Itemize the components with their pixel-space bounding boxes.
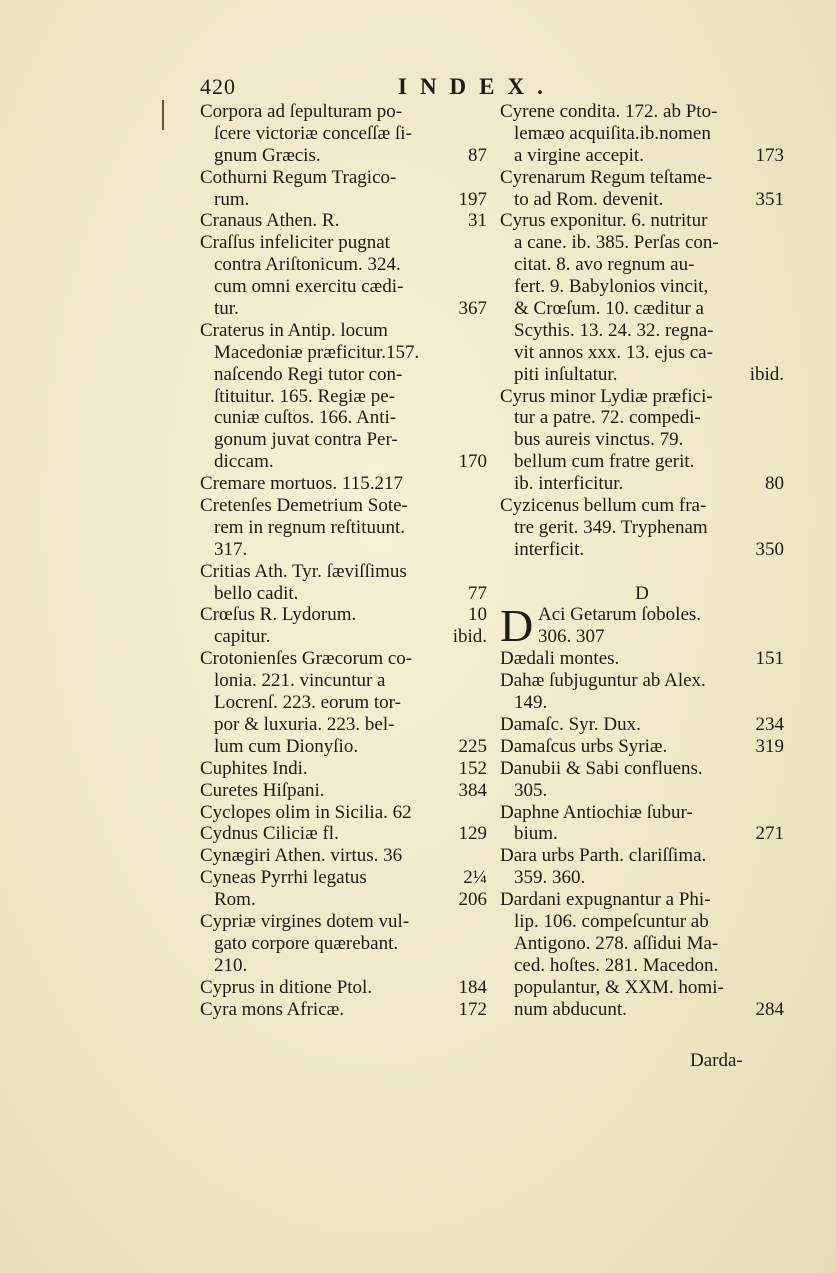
index-line	[500, 823, 784, 845]
index-line	[500, 276, 784, 298]
index-line	[200, 911, 487, 933]
margin-mark	[162, 100, 164, 130]
index-page-ref: 367	[458, 298, 487, 320]
index-line	[200, 145, 487, 167]
index-entry-text: Cypriæ virgines dotem vul-	[200, 910, 410, 932]
index-entry-text: rum.	[214, 188, 250, 210]
index-entry-text: Craterus in Antip. locum	[200, 319, 388, 341]
index-line	[200, 758, 487, 780]
index-entry-text: a virgine accepit.	[514, 144, 644, 166]
index-entry-text: Cyrus minor Lydiæ præfici-	[500, 385, 713, 407]
index-entry-text: Cyzicenus bellum cum fra-	[500, 495, 707, 517]
index-page-ref: 184	[458, 976, 487, 998]
index-entry-text: Damaſcus urbs Syriæ.	[500, 735, 668, 757]
index-page-ref: 80	[765, 473, 784, 495]
index-line	[200, 999, 487, 1021]
index-entry-text: Craſſus infeliciter pugnat	[200, 232, 390, 254]
index-line	[200, 583, 487, 605]
index-line	[500, 736, 784, 758]
index-entry-text: fert. 9. Babylonios vincit,	[514, 276, 709, 298]
index-entry-text: contra Ariſtonicum. 324.	[214, 254, 401, 276]
index-page-ref: ibid.	[749, 363, 784, 385]
index-entry-text: por & luxuria. 223. bel-	[214, 713, 395, 735]
index-line	[200, 845, 487, 867]
index-line	[200, 298, 487, 320]
index-line	[500, 407, 784, 429]
index-line	[200, 364, 487, 386]
index-line	[500, 189, 784, 211]
index-line	[500, 473, 784, 495]
index-line	[500, 210, 784, 232]
index-line	[500, 298, 784, 320]
index-entry-text: 359. 360.	[514, 867, 586, 889]
drop-cap: D	[500, 600, 534, 652]
index-entry-text: Cyrenarum Regum teſtame-	[500, 166, 713, 188]
index-entry-text: Cothurni Regum Tragico-	[200, 166, 397, 188]
index-line	[500, 320, 784, 342]
index-line	[200, 495, 487, 517]
index-entry-text: Cyra mons Africæ.	[200, 998, 345, 1020]
index-entry-text: ib. interficitur.	[514, 473, 624, 495]
index-page-ref: 151	[755, 648, 784, 670]
index-entry-text: gonum juvat contra Per-	[214, 429, 398, 451]
index-line	[200, 517, 487, 539]
index-entry-text: rem in regnum reſtituunt.	[214, 516, 406, 538]
index-entry-text: 305.	[514, 779, 548, 801]
index-page-ref: 225	[458, 735, 487, 757]
index-line	[200, 670, 487, 692]
index-entry-text: Rom.	[214, 889, 256, 911]
index-line	[500, 692, 784, 714]
index-line	[500, 539, 784, 561]
index-entry-text: Locrenſ. 223. eorum tor-	[214, 692, 401, 714]
index-entry-text: Cyrene condita. 172. ab Pto-	[500, 101, 718, 122]
index-entry-text: tre gerit. 349. Tryphenam	[514, 516, 708, 538]
index-line	[500, 758, 784, 780]
index-entry-text: Cremare mortuos. 115.217	[200, 473, 403, 495]
index-entry-text: Crotonienſes Græcorum co-	[200, 648, 413, 670]
index-entry-text: Cyneas Pyrrhi legatus	[200, 867, 367, 889]
index-line	[500, 867, 784, 889]
index-line	[500, 123, 784, 145]
running-title: INDEX.	[398, 74, 556, 99]
drop-entry-line-2: 306. 307	[538, 626, 605, 648]
drop-cap-entry	[500, 600, 784, 652]
index-entry-text: Dahæ ſubjuguntur ab Alex.	[500, 670, 706, 692]
index-entry-text: 149.	[514, 692, 548, 714]
right-column-bottom	[500, 648, 784, 1020]
index-entry-text: Damaſc. Syr. Dux.	[500, 713, 641, 735]
index-entry-text: Cyclopes olim in Sicilia. 62	[200, 801, 412, 823]
index-entry-text: lemæo acquiſita.ib.nomen	[514, 122, 711, 144]
index-page-ref: 351	[755, 188, 784, 210]
index-entry-text: lum cum Dionyſio.	[214, 735, 359, 757]
index-entry-text: bellum cum fratre gerit.	[514, 451, 695, 473]
section-letter: D	[635, 582, 649, 604]
index-line	[200, 802, 487, 824]
index-line	[200, 561, 487, 583]
index-entry-text: cum omni exercitu cædi-	[214, 276, 404, 298]
index-line	[200, 867, 487, 889]
index-line	[200, 539, 487, 561]
index-page-ref: 319	[755, 735, 784, 757]
index-entry-text: Corpora ad ſepulturam po-	[200, 101, 403, 122]
page-number: 420	[200, 74, 236, 99]
index-line	[500, 517, 784, 539]
index-entry-text: citat. 8. avo regnum au-	[514, 254, 695, 276]
index-entry-text: populantur, & XXM. homi-	[514, 976, 724, 998]
index-line	[500, 342, 784, 364]
index-line	[500, 254, 784, 276]
index-page-ref: 284	[755, 998, 784, 1020]
index-line	[200, 167, 487, 189]
index-line	[200, 407, 487, 429]
index-entry-text: Dædali montes.	[500, 648, 620, 670]
index-line	[500, 648, 784, 670]
index-entry-text: num abducunt.	[514, 998, 627, 1020]
index-line	[200, 648, 487, 670]
index-line	[200, 232, 487, 254]
index-page-ref: 77	[468, 582, 487, 604]
index-line	[500, 977, 784, 999]
index-line	[200, 977, 487, 999]
index-line	[500, 999, 784, 1021]
index-line	[500, 845, 784, 867]
index-entry-text: Dardani expugnantur a Phi-	[500, 889, 711, 911]
index-page-ref: 271	[755, 823, 784, 845]
index-page-ref: 384	[458, 779, 487, 801]
index-page-ref: 152	[458, 757, 487, 779]
index-entry-text: ſtituitur. 165. Regiæ pe-	[214, 385, 396, 407]
index-entry-text: & Crœſum. 10. cæditur a	[514, 298, 704, 320]
index-page-ref: 10	[468, 604, 487, 626]
index-line	[500, 232, 784, 254]
index-line	[200, 451, 487, 473]
index-entry-text: gato corpore quærebant.	[214, 932, 399, 954]
index-line	[500, 714, 784, 736]
index-entry-text: Crœſus R. Lydorum.	[200, 604, 357, 626]
index-line	[500, 145, 784, 167]
index-page-ref: 129	[458, 823, 487, 845]
index-line	[200, 386, 487, 408]
index-page-ref: 31	[468, 210, 487, 232]
index-entry-text: Cretenſes Demetrium Sote-	[200, 495, 408, 517]
index-line	[200, 626, 487, 648]
index-line	[200, 473, 487, 495]
index-entry-text: ſcere victoriæ conceſſæ ſi-	[214, 122, 412, 144]
index-entry-text: Cyprus in ditione Ptol.	[200, 976, 373, 998]
index-entry-text: Macedoniæ præficitur.157.	[214, 341, 420, 363]
index-line	[500, 933, 784, 955]
index-line	[200, 210, 487, 232]
index-page-ref: 2¼	[463, 867, 487, 889]
index-line	[200, 823, 487, 845]
index-entry-text: tur.	[214, 298, 239, 320]
drop-entry-line-1: Aci Getarum ſoboles.	[538, 604, 702, 626]
index-entry-text: piti inſultatur.	[514, 363, 618, 385]
index-line	[500, 780, 784, 802]
index-entry-text: to ad Rom. devenit.	[514, 188, 664, 210]
index-entry-text: Daphne Antiochiæ ſubur-	[500, 801, 693, 823]
index-entry-text: lip. 106. compeſcuntur ab	[514, 910, 709, 932]
right-column-top	[500, 101, 784, 561]
index-page-ref: 87	[468, 144, 487, 166]
index-entry-text: Scythis. 13. 24. 32. regna-	[514, 319, 714, 341]
index-line	[500, 955, 784, 977]
index-page-ref: 173	[755, 144, 784, 166]
index-page-ref: 234	[755, 713, 784, 735]
index-entry-text: Cranaus Athen. R.	[200, 210, 340, 232]
index-entry-text: diccam.	[214, 451, 274, 473]
index-entry-text: Curetes Hiſpani.	[200, 779, 325, 801]
index-entry-text: Antigono. 278. aſſidui Ma-	[514, 932, 719, 954]
index-page-ref: 197	[458, 188, 487, 210]
right-column	[500, 101, 784, 1020]
index-line	[500, 429, 784, 451]
left-column	[200, 101, 487, 1020]
index-entry-text: Cyrus exponitur. 6. nutritur	[500, 210, 708, 232]
running-header	[200, 74, 790, 102]
index-line	[500, 670, 784, 692]
index-line	[200, 955, 487, 977]
index-entry-text: 210.	[214, 954, 248, 976]
index-line	[500, 911, 784, 933]
index-line	[200, 604, 487, 626]
index-line	[200, 889, 487, 911]
index-entry-text: vit annos xxx. 13. ejus ca-	[514, 341, 713, 363]
index-entry-text: bium.	[514, 823, 558, 845]
index-entry-text: Danubii & Sabi confluens.	[500, 757, 703, 779]
index-page-ref: 350	[755, 538, 784, 560]
index-line	[500, 386, 784, 408]
index-entry-text: ced. hoſtes. 281. Macedon.	[514, 954, 719, 976]
index-entry-text: bello cadit.	[214, 582, 299, 604]
index-line	[500, 889, 784, 911]
index-entry-text: Cuphites Indi.	[200, 757, 308, 779]
index-entry-text: Dara urbs Parth. clariſſima.	[500, 845, 707, 867]
index-line	[200, 692, 487, 714]
catchword: Darda-	[690, 1050, 743, 1071]
index-line	[200, 123, 487, 145]
index-line	[500, 495, 784, 517]
index-entry-text: lonia. 221. vincuntur a	[214, 670, 386, 692]
index-entry-text: Cynægiri Athen. virtus. 36	[200, 845, 403, 867]
index-entry-text: capitur.	[214, 626, 271, 648]
index-page-ref: 170	[458, 451, 487, 473]
index-line	[200, 780, 487, 802]
index-line	[200, 101, 487, 123]
index-entry-text: Cydnus Ciliciæ fl.	[200, 823, 339, 845]
index-entry-text: tur a patre. 72. compedi-	[514, 407, 701, 429]
index-line	[200, 714, 487, 736]
index-line	[200, 320, 487, 342]
index-line	[200, 736, 487, 758]
index-page-ref: ibid.	[452, 626, 487, 648]
index-entry-text: naſcendo Regi tutor con-	[214, 363, 403, 385]
index-entry-text: Critias Ath. Tyr. ſæviſſimus	[200, 560, 407, 582]
index-entry-text: interficit.	[514, 538, 585, 560]
index-entry-text: a cane. ib. 385. Perſas con-	[514, 232, 719, 254]
index-line	[200, 189, 487, 211]
index-line	[500, 101, 784, 123]
index-line	[200, 342, 487, 364]
index-line	[500, 802, 784, 824]
index-page-ref: 172	[458, 998, 487, 1020]
spacer	[500, 561, 784, 583]
index-line	[500, 167, 784, 189]
index-line	[500, 451, 784, 473]
index-line	[200, 276, 487, 298]
index-line	[500, 364, 784, 386]
index-line	[200, 254, 487, 276]
index-entry-text: 317.	[214, 538, 248, 560]
index-entry-text: cuniæ cuſtos. 166. Anti-	[214, 407, 397, 429]
index-entry-text: gnum Græcis.	[214, 144, 321, 166]
index-line	[200, 429, 487, 451]
index-line	[200, 933, 487, 955]
index-entry-text: bus aureis vinctus. 79.	[514, 429, 684, 451]
index-page-ref: 206	[458, 889, 487, 911]
